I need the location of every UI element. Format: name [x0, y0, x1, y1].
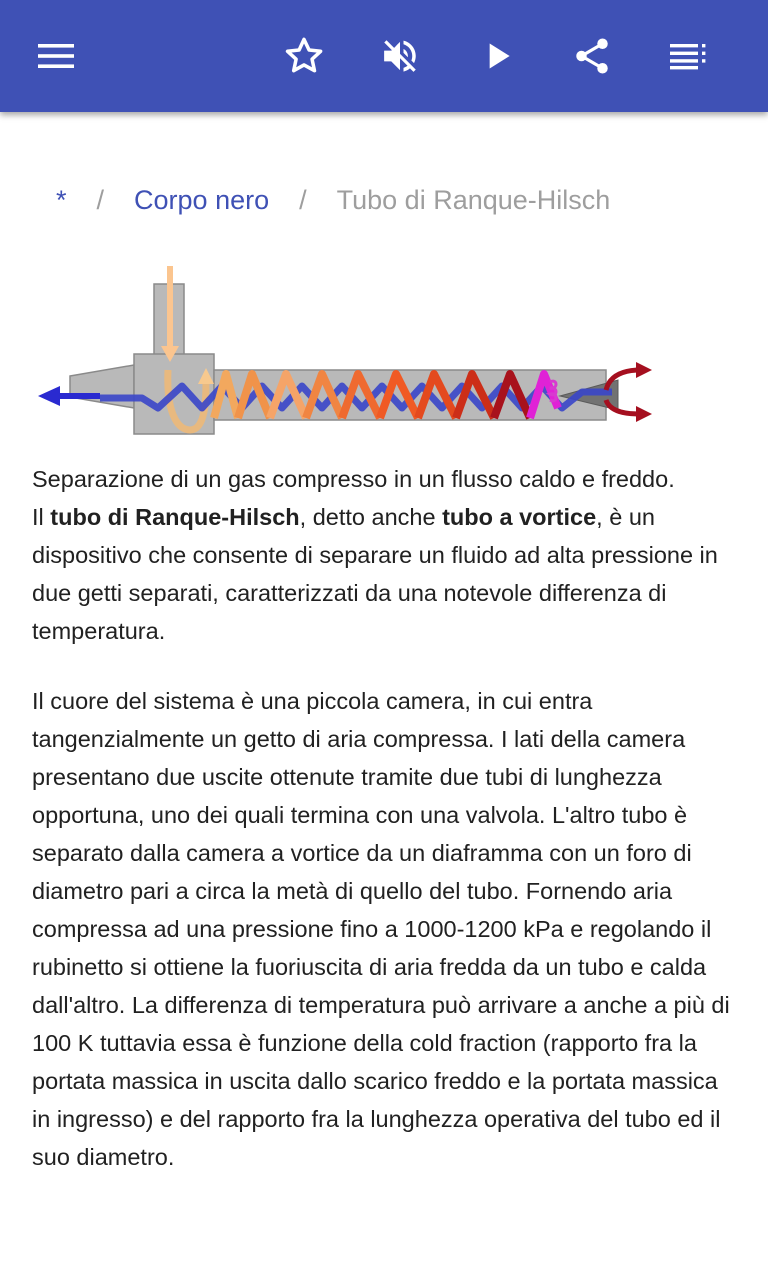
breadcrumb-home-link[interactable]: *: [56, 184, 67, 215]
playlist-icon: [668, 42, 708, 70]
article-body: [32, 460, 740, 1176]
play-icon: [478, 36, 518, 76]
term-bold: tubo a vortice: [442, 504, 597, 530]
share-icon: [571, 35, 613, 77]
body-paragraph: Il cuore del sistema è una piccola camera, in cui entra tangenzialmente un getto di aria compressa. I lati della camera presentano due uscite ottenute tramite due tubi di lunghezza opportuna, uno dei quali termina con una valvola. L'altro tubo è separato dalla camera a vortice da un diaframma con un foro di diametro pari a circa la metà di quello del tubo. Fornendo aria compressa ad una pressione fino a 1000-1200 kPa e regolando il rubinetto si ottiene la fuoriuscita di aria fredda da un tubo e calda dall'altro. La differenza di temperatura può arrivare a anche a più di 100 K tuttavia essa è funzione della cold fraction (rapporto fra la portata massica in uscita dallo scarico freddo e la portata massica in ingresso) e del rapporto fra la lunghezza operativa del tubo ed il suo diametro.: [32, 688, 730, 1170]
breadcrumb-separator: /: [299, 184, 307, 215]
playlist-button[interactable]: [660, 28, 716, 84]
app-toolbar: [0, 0, 768, 112]
play-button[interactable]: [470, 28, 526, 84]
breadcrumb: [56, 180, 610, 220]
volume-off-icon: [379, 35, 421, 77]
image-caption: Separazione di un gas compresso in un flusso caldo e freddo.: [32, 466, 675, 492]
intro-paragraph: Il tubo di Ranque-Hilsch, detto anche tubo a vortice, è un dispositivo che consente di separare un fluido ad alta pressione in due getti separati, caratterizzati da una notevole differenza di temperatura.: [32, 504, 718, 644]
cold-exit-nozzle: [70, 365, 134, 408]
breadcrumb-current: Tubo di Ranque-Hilsch: [336, 184, 611, 215]
hamburger-menu-icon: [36, 42, 76, 70]
menu-button[interactable]: [28, 28, 84, 84]
term-bold: tubo di Ranque-Hilsch: [50, 504, 300, 530]
share-button[interactable]: [564, 28, 620, 84]
vortex-tube-diagram: [30, 258, 660, 440]
breadcrumb-separator: /: [96, 184, 105, 215]
breadcrumb-parent-link[interactable]: Corpo nero: [134, 184, 270, 215]
star-outline-icon: [283, 35, 325, 77]
mute-button[interactable]: [372, 28, 428, 84]
favorite-button[interactable]: [276, 28, 332, 84]
